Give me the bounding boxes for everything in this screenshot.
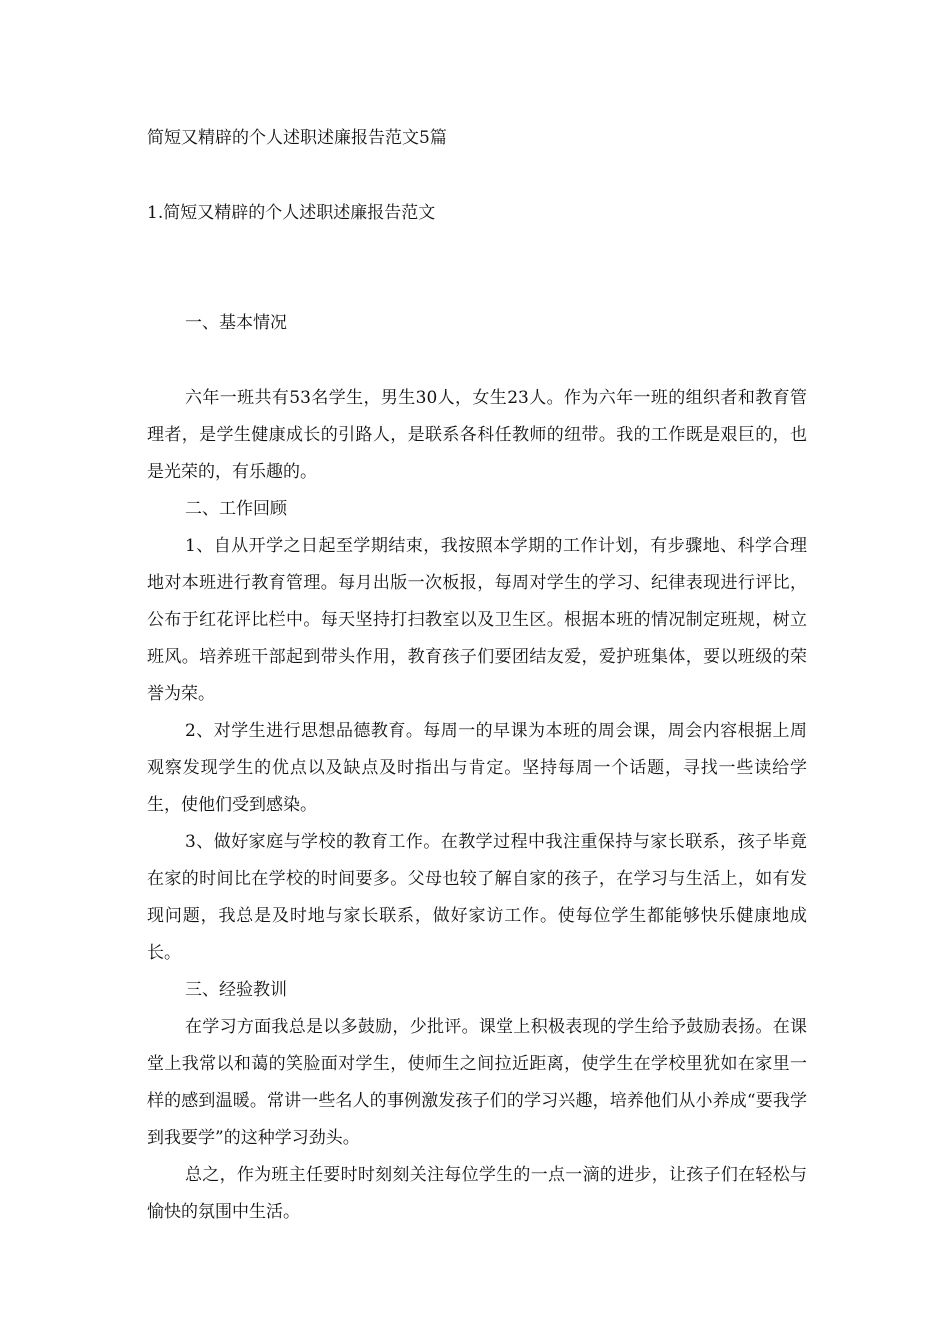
paragraph-review-1: 1、自从开学之日起至学期结束，我按照本学期的工作计划，有步骤地、科学合理地对本班进行教育管理。每月出版一次板报，每周对学生的学习、纪律表现进行评比，公布于红花评比栏中。每天坚持打扫教室以及卫生区。根据本班的情况制定班规，树立班风。培养班干部起到带头作用，教育孩子们要团结友爱，爱护班集体，要以班级的荣誉为荣。 [147, 536, 807, 704]
section-heading-basic: 一、基本情况 [185, 313, 287, 333]
document-body [147, 380, 807, 1231]
section-heading-lessons: 三、经验教训 [185, 980, 287, 1000]
paragraph-summary: 总之，作为班主任要时时刻刻关注每位学生的一点一滴的进步，让孩子们在轻松与愉快的氛围中生活。 [147, 1165, 807, 1222]
paragraph-review-2: 2、对学生进行思想品德教育。每周一的早课为本班的周会课，周会内容根据上周观察发现学生的优点以及缺点及时指出与肯定。坚持每周一个话题，寻找一些读给学生，使他们受到感染。 [147, 721, 807, 815]
section-heading-review: 二、工作回顾 [185, 499, 287, 519]
paragraph-basic-info: 六年一班共有53名学生，男生30人，女生23人。作为六年一班的组织者和教育管理者，是学生健康成长的引路人，是联系各科任教师的纽带。我的工作既是艰巨的，也是光荣的，有乐趣的。 [147, 388, 807, 482]
document-subtitle: 1.简短又精辟的个人述职述廉报告范文 [147, 203, 436, 223]
document-title: 简短又精辟的个人述职述廉报告范文5篇 [147, 128, 447, 148]
paragraph-lessons: 在学习方面我总是以多鼓励，少批评。课堂上积极表现的学生给予鼓励表扬。在课堂上我常以和蔼的笑脸面对学生，使师生之间拉近距离，使学生在学校里犹如在家里一样的感到温暖。常讲一些名人的事例激发孩子们的学习兴趣，培养他们从小养成“要我学到我要学”的这种学习劲头。 [147, 1017, 807, 1148]
paragraph-review-3: 3、做好家庭与学校的教育工作。在教学过程中我注重保持与家长联系，孩子毕竟在家的时间比在学校的时间要多。父母也较了解自家的孩子，在学习与生活上，如有发现问题，我总是及时地与家长联系，做好家访工作。使每位学生都能够快乐健康地成长。 [147, 832, 807, 963]
